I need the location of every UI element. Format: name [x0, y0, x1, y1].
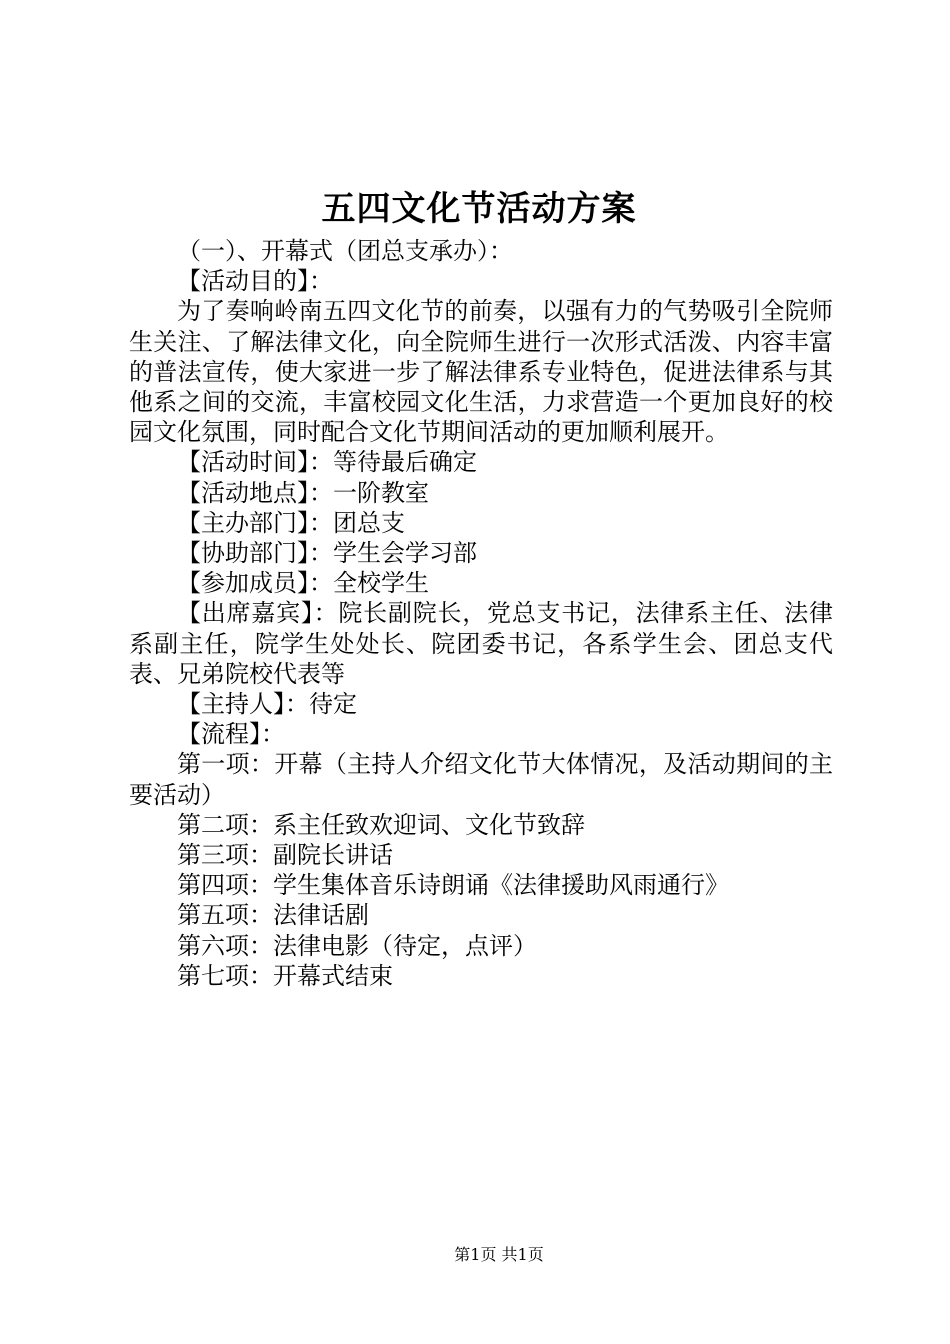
section-heading-opening: （一）、开幕式（团总支承办）：	[177, 237, 513, 265]
field-organizer: 【主办部门】：团总支	[177, 508, 405, 537]
field-guests: 【出席嘉宾】：院长副院长，党总支书记，法律系主任、法律系副主任，院学生处处长、院团委书记，各系学生会、团总支代表、兄弟院校代表等	[129, 599, 833, 688]
process-item-3: 第三项：副院长讲话	[177, 841, 393, 870]
field-label-process: 【流程】：	[177, 720, 285, 749]
process-item-1: 第一项：开幕（主持人介绍文化节大体情况，及活动期间的主要活动）	[129, 750, 833, 809]
field-label-purpose: 【活动目的】：	[177, 267, 333, 296]
purpose-paragraph: 为了奏响岭南五四文化节的前奏，以强有力的气势吸引全院师生关注、了解法律文化，向全院师生进行一次形式活泼、内容丰富的普法宣传，使大家进一步了解法律系专业特色，促进法律系与其他系之间的交流，丰富校园文化生活，力求营造一个更加良好的校园文化氛围，同时配合文化节期间活动的更加顺利展开。	[129, 297, 833, 447]
process-item-2: 第二项：系主任致欢迎词、文化节致辞	[177, 810, 585, 839]
field-location: 【活动地点】：一阶教室	[177, 478, 429, 507]
field-participants: 【参加成员】：全校学生	[177, 569, 429, 598]
process-item-7: 第七项：开幕式结束	[177, 961, 393, 990]
field-host: 【主持人】：待定	[177, 690, 357, 719]
field-co-organizer: 【协助部门】：学生会学习部	[177, 539, 477, 568]
field-time: 【活动时间】：等待最后确定	[177, 448, 477, 477]
process-item-4: 第四项：学生集体音乐诗朗诵《法律援助风雨通行》	[177, 871, 729, 900]
document-title: 五四文化节活动方案	[321, 189, 637, 229]
process-item-5: 第五项：法律话剧	[177, 901, 369, 930]
page-footer: 第1页 共1页	[454, 1245, 544, 1264]
document-body	[129, 236, 833, 991]
process-item-6: 第六项：法律电影（待定，点评）	[177, 931, 537, 960]
